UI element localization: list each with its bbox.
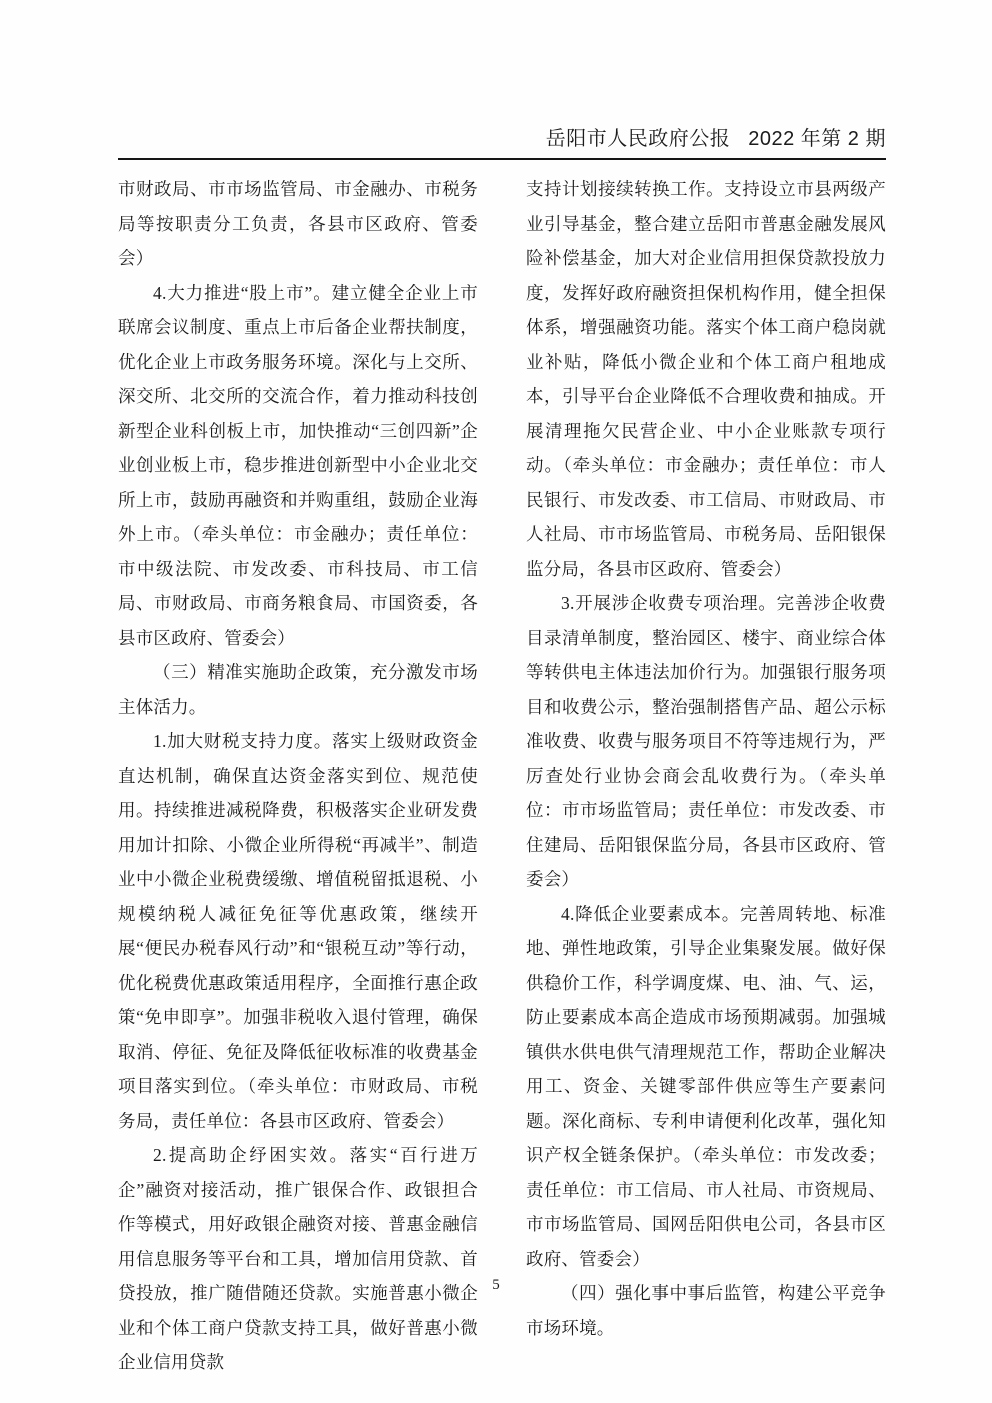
running-header <box>118 122 886 160</box>
paragraph: 3.开展涉企收费专项治理。完善涉企收费目录清单制度，整治园区、楼宇、商业综合体等转供电主体违法加价行为。加强银行服务项目和收费公示，整治强制搭售产品、超公示标准收费、收费与服务项目不符等违规行为，严厉查处行业协会商会乱收费行为。（牵头单位：市市场监管局；责任单位：市发改委、市住建局、岳阳银保监分局，各县市区政府、管委会） <box>526 593 886 889</box>
paragraph: 2.提高助企纾困实效。落实“百行进万企”融资对接活动，推广银保合作、政银担合作等模式，用好政银企融资对接、普惠金融信用信息服务等平台和工具，增加信用贷款、首贷投放，推广随借随还贷款。实施普惠小微企业和个体工商户贷款支持工具，做好普惠小微企业信用贷款 <box>118 1145 478 1372</box>
paragraph: 4.降低企业要素成本。完善周转地、标准地、弹性地政策，引导企业集聚发展。做好保供稳价工作，科学调度煤、电、油、气、运，防止要素成本高企造成市场预期减弱。加强城镇供水供电供气清理规范工作，帮助企业解决用工、资金、关键零部件供应等生产要素问题。深化商标、专利申请便利化改革，强化知识产权全链条保护。（牵头单位：市发改委；责任单位：市工信局、市人社局、市资规局、市市场监管局、国网岳阳供电公司，各县市区政府、管委会） <box>526 903 886 1269</box>
section-heading: （四）强化事中事后监管，构建公平竞争市场环境。 <box>526 1283 886 1338</box>
paragraph: 市财政局、市市场监管局、市金融办、市税务局等按职责分工负责，各县市区政府、管委会） <box>118 179 478 268</box>
column-right <box>526 172 886 1380</box>
paragraph: 4.大力推进“股上市”。建立健全企业上市联席会议制度、重点上市后备企业帮扶制度，优化企业上市政务服务环境。深化与上交所、深交所、北交所的交流合作，着力推动科技创新型企业科创板上市，加快推动“三创四新”企业创业板上市，稳步推进创新型中小企业北交所上市，鼓励再融资和并购重组，鼓励企业海外上市。（牵头单位：市金融办；责任单位：市中级法院、市发改委、市科技局、市工信局、市财政局、市商务粮食局、市国资委，各县市区政府、管委会） <box>118 282 478 648</box>
publication-title: 岳阳市人民政府公报 <box>545 128 731 150</box>
column-left <box>118 172 478 1380</box>
page-number: 5 <box>492 1277 500 1293</box>
text-columns <box>118 172 886 1380</box>
section-heading: （三）精准实施助企政策，充分激发市场主体活力。 <box>118 662 478 717</box>
issue-label: 2022 年第 2 期 <box>748 128 886 150</box>
paragraph: 1.加大财税支持力度。落实上级财政资金直达机制，确保直达资金落实到位、规范使用。持续推进减税降费，积极落实企业研发费用加计扣除、小微企业所得税“再减半”、制造业中小微企业税费缓缴、增值税留抵退税、小规模纳税人减征免征等优惠政策，继续开展“便民办税春风行动”和“银税互动”等行动，优化税费优惠政策适用程序，全面推行惠企政策“免申即享”。加强非税收入退付管理，确保取消、停征、免征及降低征收标准的收费基金项目落实到位。（牵头单位：市财政局、市税务局，责任单位：各县市区政府、管委会） <box>118 731 478 1131</box>
paragraph: 支持计划接续转换工作。支持设立市县两级产业引导基金，整合建立岳阳市普惠金融发展风险补偿基金，加大对企业信用担保贷款投放力度，发挥好政府融资担保机构作用，健全担保体系，增强融资功能。落实个体工商户稳岗就业补贴，降低小微企业和个体工商户租地成本，引导平台企业降低不合理收费和抽成。开展清理拖欠民营企业、中小企业账款专项行动。（牵头单位：市金融办；责任单位：市人民银行、市发改委、市工信局、市财政局、市人社局、市市场监管局、市税务局、岳阳银保监分局，各县市区政府、管委会） <box>526 179 886 579</box>
